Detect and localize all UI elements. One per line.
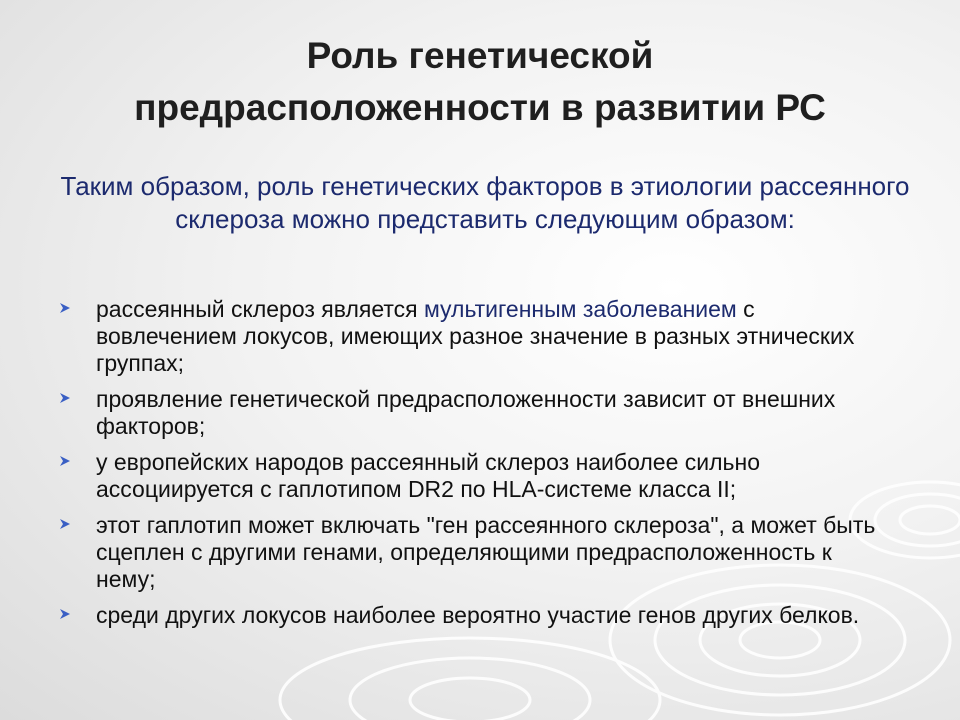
arrow-bullet-icon	[58, 391, 72, 405]
list-item	[58, 386, 878, 440]
list-item	[58, 602, 878, 629]
title-line-2: предрасположенности в развитии РС	[134, 87, 826, 128]
bullet-text: у европейских народов рассеянный склероз наиболее сильно ассоциируется с гаплотипом DR2 по HLA-системе класса II;	[96, 449, 761, 502]
arrow-bullet-icon	[58, 517, 72, 531]
arrow-bullet-icon	[58, 301, 72, 315]
bullet-text: рассеянный склероз является	[96, 296, 424, 322]
bullet-highlight: мультигенным заболеванием	[423, 296, 737, 322]
list-item	[58, 449, 878, 503]
slide-title	[40, 30, 920, 134]
list-item	[58, 512, 878, 593]
list-item	[58, 296, 878, 377]
bullet-text: среди других локусов наиболее вероятно участие генов других белков.	[96, 602, 860, 628]
bullet-text: этот гаплотип может включать "ген рассеянного склероза", а может быть сцеплен с другими генами, определяющими предрасположенность к нему;	[96, 512, 876, 592]
arrow-bullet-icon	[58, 607, 72, 621]
intro-text: Таким образом, роль генетических факторов в этиологии рассеянного склероза можно представить следующим образом:	[60, 171, 910, 234]
title-line-1: Роль генетической	[306, 35, 654, 76]
bullet-text: проявление генетической предрасположенности зависит от внешних факторов;	[96, 386, 836, 439]
arrow-bullet-icon	[58, 454, 72, 468]
bullet-text-tail: с вовлечением локусов, имеющих разное значение в разных этнических группах;	[96, 296, 855, 376]
bullet-list	[58, 296, 878, 638]
